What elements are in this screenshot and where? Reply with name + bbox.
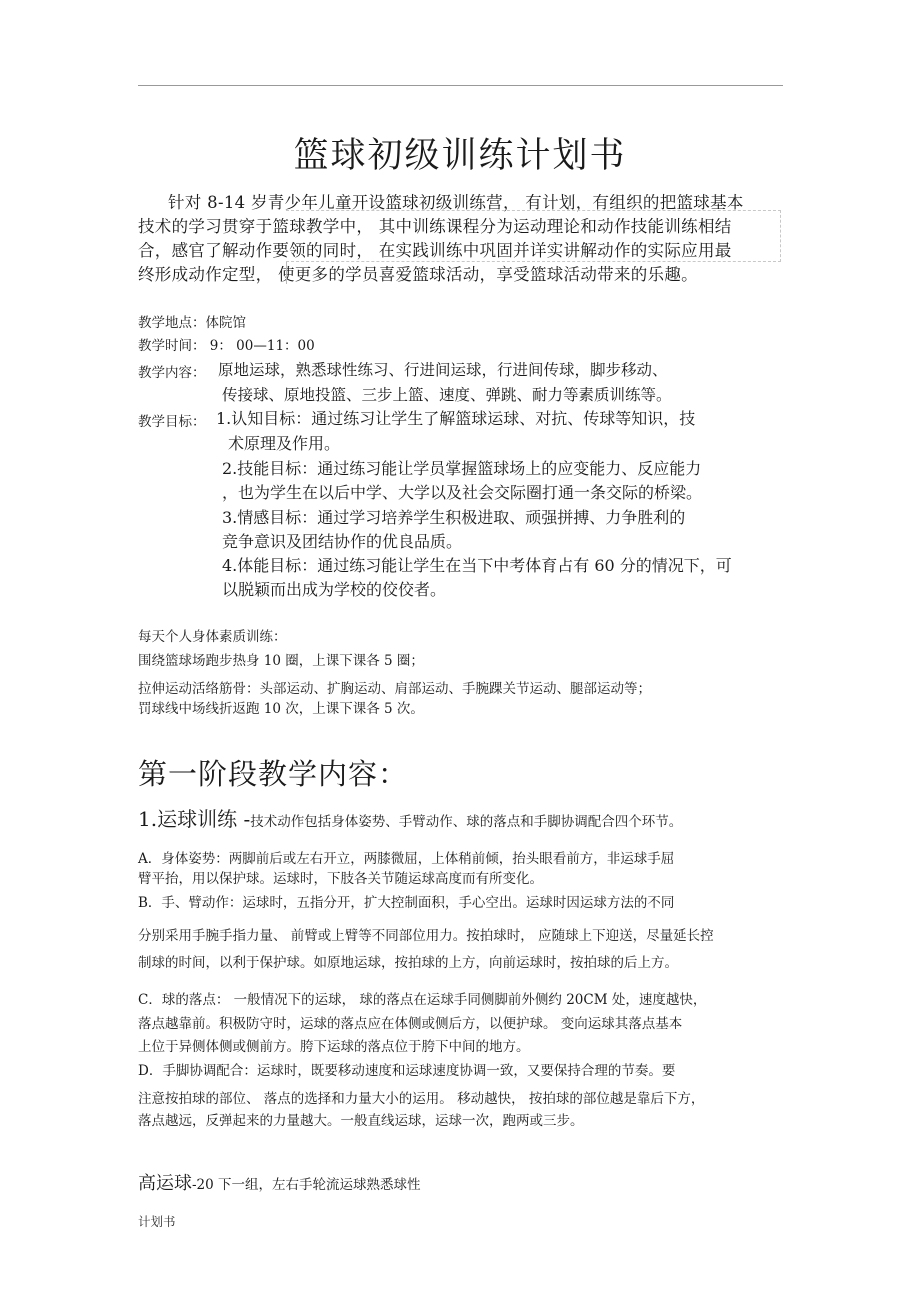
daily-line-2: 拉伸运动活络筋骨：头部运动、扩胸运动、肩部运动、手腕踝关节运动、腿部运动等； [138, 681, 651, 697]
body-line-c2: 落点越靠前。积极防守时，运球的落点应在体侧或侧后方，以便护球。 变向运球其落点基本 [138, 1016, 683, 1032]
content-label: 教学内容： [138, 365, 206, 381]
header-rule [138, 85, 783, 86]
daily-line-1: 围绕篮球场跑步热身 10 圈，上课下课各 5 圈； [138, 653, 424, 669]
goal-1-line-1: 1.认知目标：通过练习让学生了解篮球运球、对抗、传球等知识，技 [216, 409, 696, 428]
body-line-c1: C．球的落点： 一般情况下的运球， 球的落点在运球手同侧脚前外侧约 20CM 处，速度越快， [138, 992, 707, 1008]
goal-3-line-1: 3.情感目标：通过学习培养学生积极进取、顽强拼搏、力争胜利的 [222, 508, 686, 527]
goal-2-line-1: 2.技能目标：通过练习能让学员掌握篮球场上的应变能力、反应能力 [222, 459, 702, 478]
body-line-b2: 分别采用手腕手指力量、 前臂或上臂等不同部位用力。按拍球时， 应随球上下迎送，尽量延长控 [138, 928, 714, 944]
intro-line-4: 终形成动作定型， 使更多的学员喜爱篮球活动，享受篮球活动带来的乐趣。 [138, 265, 698, 284]
intro-line-2: 技术的学习贯穿于篮球教学中， 其中训练课程分为运动理论和动作技能训练相结 [138, 217, 732, 236]
body-line-d2: 注意按拍球的部位、 落点的选择和力量大小的运用。 移动越快， 按拍球的部位越是靠后下方， [138, 1091, 705, 1107]
goal-4-line-2: 以脱颖而出成为学校的佼佼者。 [222, 580, 447, 599]
body-line-d3: 落点越远，反弹起来的力量越大。一般直线运球，运球一次，跑两或三步。 [138, 1113, 584, 1129]
content-line-2: 传接球、原地投篮、三步上篮、速度、弹跳、耐力等素质训练等。 [222, 386, 672, 404]
body-line-b1: B．手、臂动作：运球时，五指分开，扩大控制面积，手心空出。运球时因运球方法的不同 [138, 895, 675, 911]
stage-1-heading: 第一阶段教学内容： [138, 757, 409, 791]
body-line-c3: 上位于异侧体侧或侧前方。胯下运球的落点位于胯下中间的地方。 [138, 1039, 530, 1055]
intro-line-1: 针对 8-14 岁青少年儿童开设篮球初级训练营， 有计划，有组织的把篮球基本 [168, 193, 744, 212]
page-footer: 计划书 [138, 1214, 176, 1229]
body-line-b3: 制球的时间，以利于保护球。如原地运球，按拍球的上方，向前运球时，按拍球的后上方。 [138, 955, 678, 971]
goal-2-line-2: ，也为学生在以后中学、大学以及社会交际圈打通一条交际的桥梁。 [222, 483, 703, 502]
comment-frame [286, 210, 781, 262]
daily-line-3: 罚球线中场线折返跑 10 次，上课下课各 5 次。 [138, 701, 424, 717]
dribble-section-title [138, 803, 682, 832]
goal-3-line-2: 竞争意识及团结协作的优良品质。 [222, 532, 463, 551]
intro-line-3: 合，感官了解动作要领的同时， 在实践训练中巩固并详实讲解动作的实际应用最 [138, 241, 732, 260]
dribble-section-label: 1.运球训练 - [138, 807, 251, 831]
goal-label: 教学目标： [138, 414, 206, 430]
goal-1-line-2: 术原理及作用。 [228, 434, 341, 453]
body-line-d1: D．手脚协调配合：运球时，既要移动速度和运球速度协调一致，又要保持合理的节奏。要 [138, 1063, 676, 1079]
high-dribble-line [138, 1169, 421, 1195]
comment-frame-edge [286, 262, 287, 284]
body-line-a1: A．身体姿势：两脚前后或左右开立，两膝微屈，上体稍前倾，抬头眼看前方，非运球手屈 [138, 851, 675, 867]
body-line-a2: 臂平抬，用以保护球。运球时，下肢各关节随运球高度而有所变化。 [138, 871, 543, 887]
goal-4-line-1: 4.体能目标：通过练习能让学生在当下中考体育占有 60 分的情况下，可 [222, 556, 732, 575]
high-dribble-sub: -20 下一组，左右手轮流运球熟悉球性 [192, 1177, 421, 1193]
daily-heading: 每天个人身体素质训练： [138, 629, 287, 645]
high-dribble-title: 高运球 [138, 1173, 192, 1194]
teaching-time: 教学时间： 9： 00—11：00 [138, 338, 315, 354]
page-title: 篮球初级训练计划书 [293, 136, 627, 176]
teaching-location: 教学地点：体院馆 [138, 315, 246, 331]
content-line-1: 原地运球，熟悉球性练习、行进间运球，行进间传球，脚步移动、 [218, 361, 668, 379]
dribble-section-sub: 技术动作包括身体姿势、手臂动作、球的落点和手脚协调配合四个环节。 [250, 814, 683, 830]
